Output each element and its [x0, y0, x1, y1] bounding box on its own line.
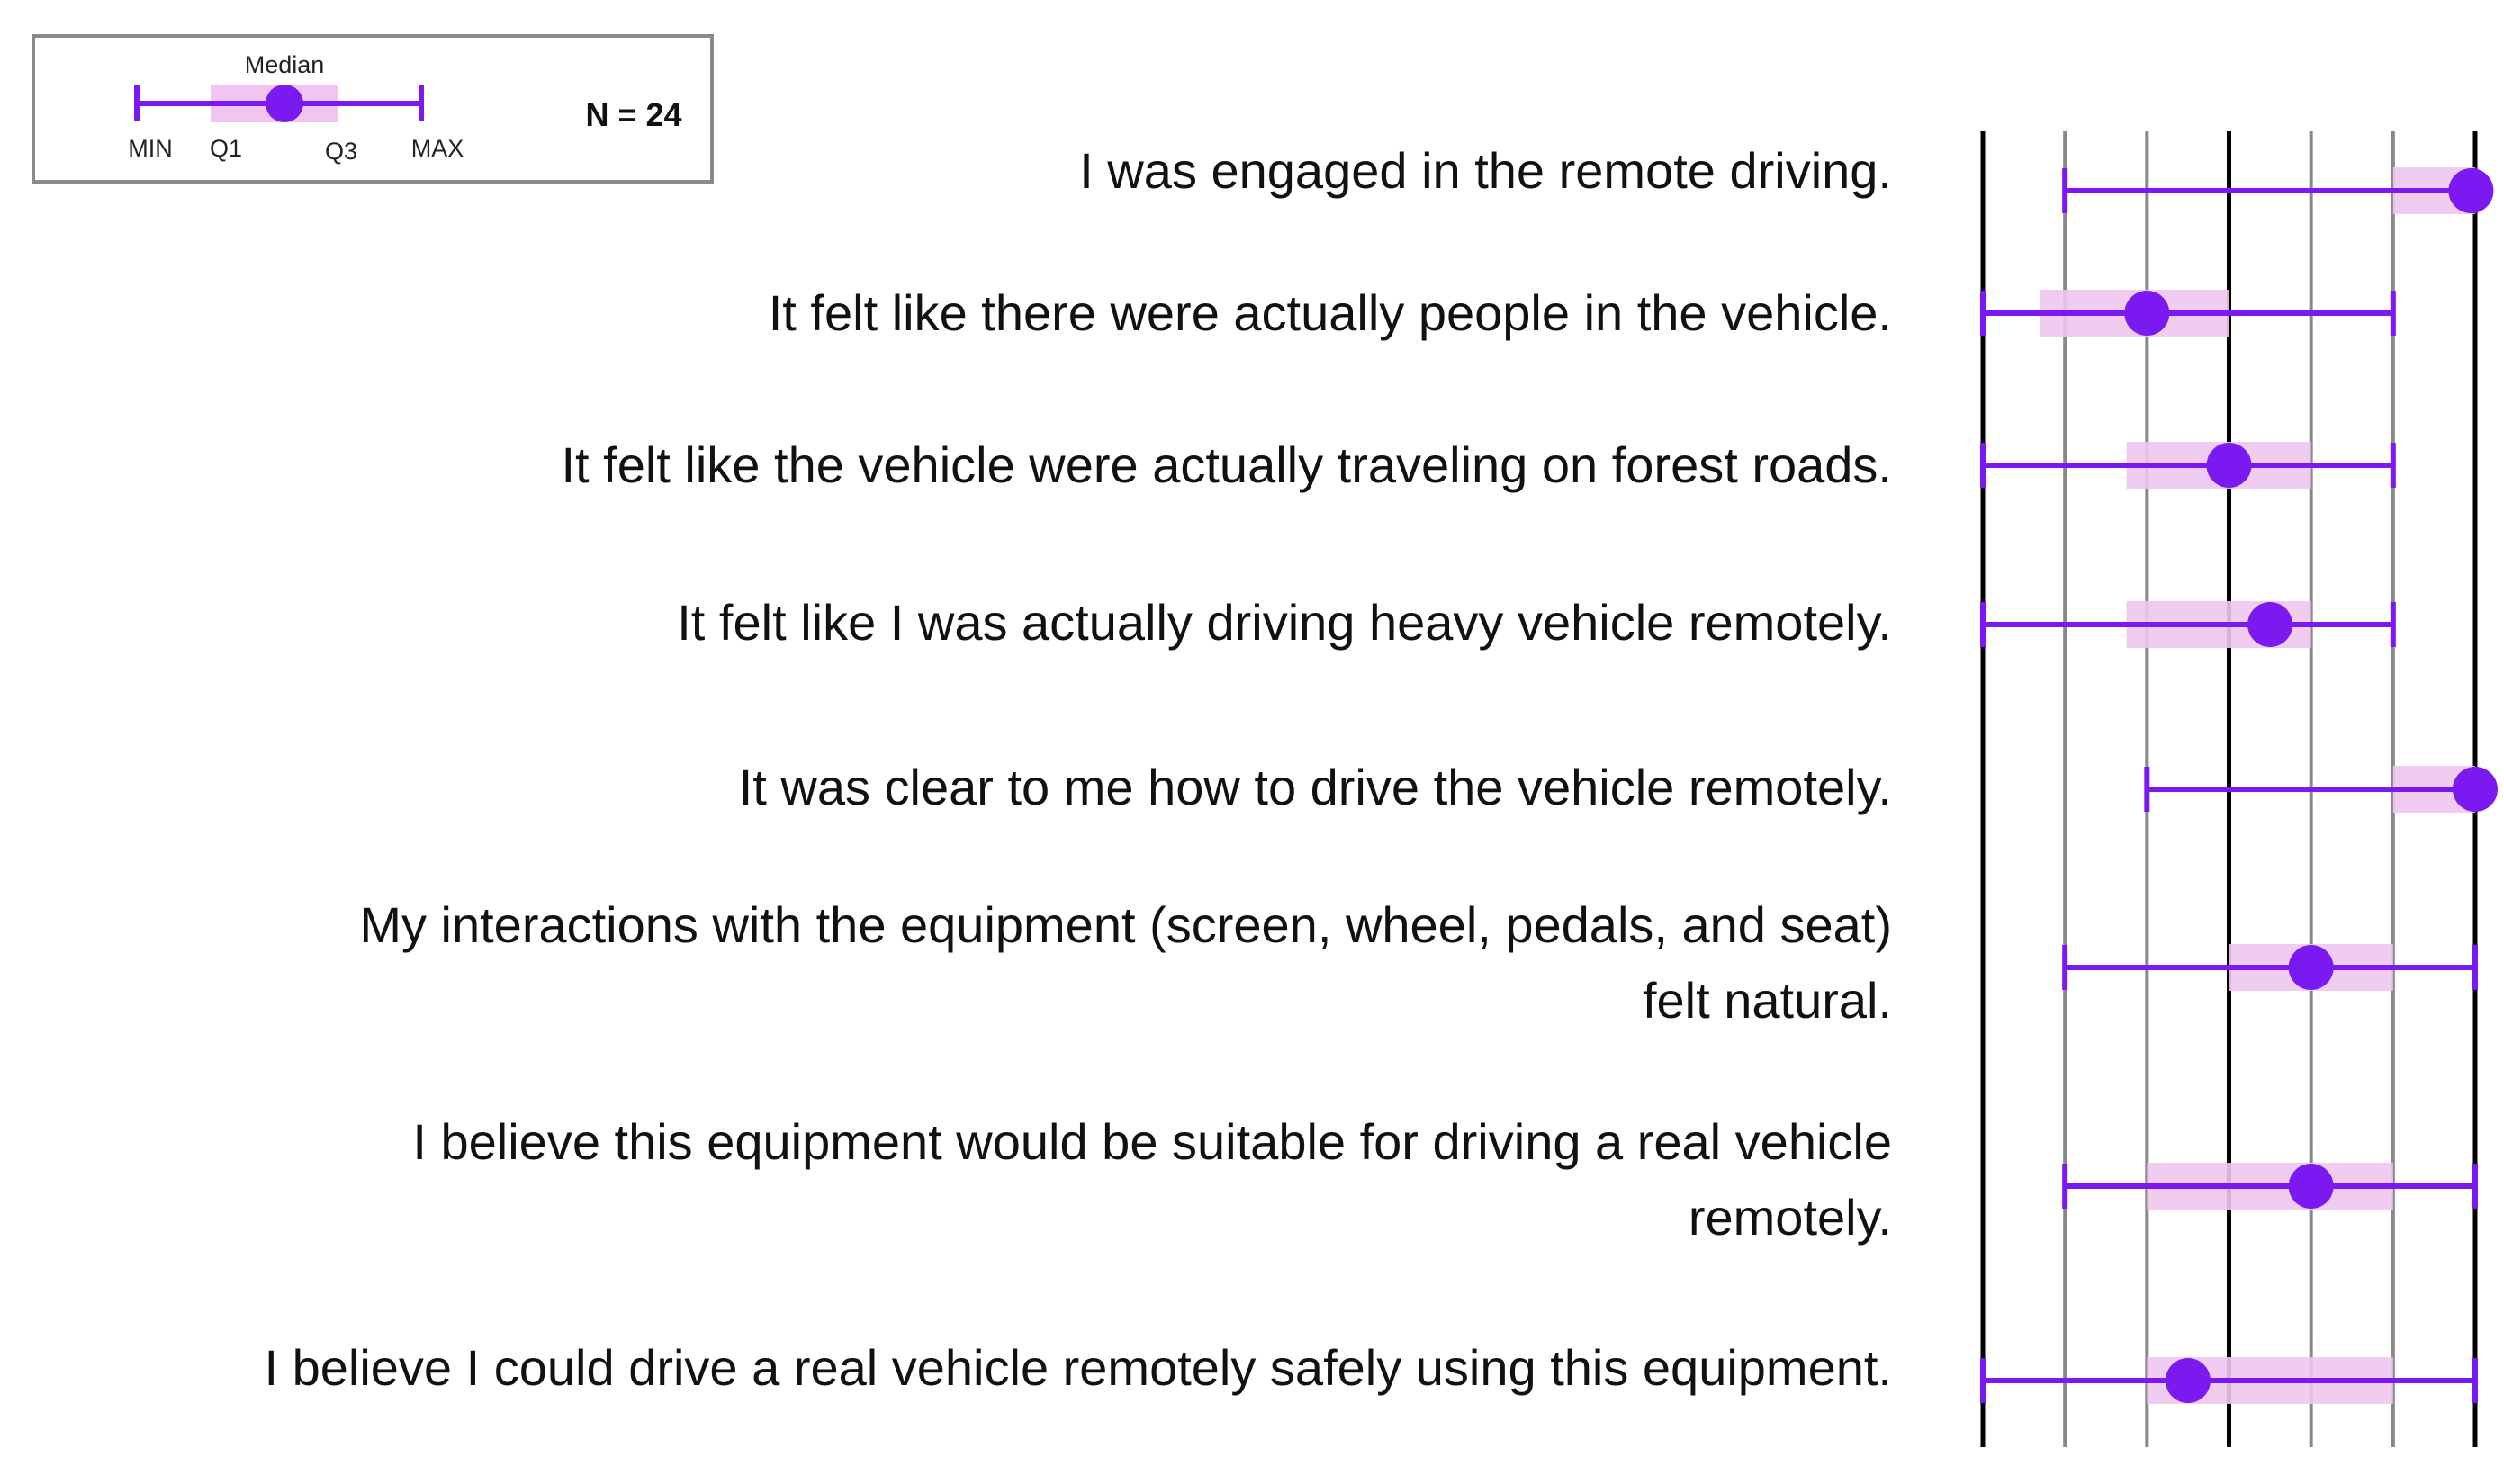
item-1-median-dot: [2448, 168, 2493, 213]
legend-n-label: N = 24: [585, 96, 682, 133]
item-7-box: [2065, 1163, 2475, 1210]
item-3-box: [1983, 442, 2393, 489]
item-label-7-line-1: I believe this equipment would be suitable for driving a real vehicle: [412, 1113, 1892, 1170]
item-4-median-dot: [2247, 602, 2292, 647]
item-5-median-dot: [2453, 767, 2498, 812]
item-6-box: [2065, 944, 2475, 991]
item-7-median-dot: [2289, 1164, 2334, 1209]
item-1-box: [2065, 167, 2493, 214]
item-label-7-line-2: remotely.: [1688, 1189, 1892, 1246]
legend-median-label: Median: [244, 51, 325, 78]
legend-q1-label: Q1: [209, 135, 243, 162]
item-2-box: [1983, 290, 2393, 337]
item-label-3-line-1: It felt like the vehicle were actually traveling on forest roads.: [561, 436, 1892, 493]
item-label-4-line-1: It felt like I was actually driving heavy vehicle remotely.: [677, 594, 1892, 651]
item-label-6-line-2: felt natural.: [1642, 972, 1892, 1029]
item-8-box: [1983, 1357, 2475, 1404]
item-5-box: [2147, 766, 2498, 813]
item-label-1-line-1: I was engaged in the remote driving.: [1079, 142, 1892, 199]
item-label-2-line-1: It felt like there were actually people in the vehicle.: [768, 284, 1892, 341]
item-label-6-line-1: My interactions with the equipment (screen, wheel, pedals, and seat): [359, 896, 1892, 953]
legend-q3-label: Q3: [324, 138, 358, 165]
item-label-8-line-1: I believe I could drive a real vehicle remotely safely using this equipment.: [264, 1339, 1892, 1396]
item-2-median-dot: [2124, 291, 2169, 336]
boxplot-marks: [1983, 167, 2498, 1404]
item-8-median-dot: [2166, 1358, 2211, 1403]
legend-min-label: MIN: [128, 135, 173, 162]
item-4-box: [1983, 601, 2393, 648]
item-label-5-line-1: It was clear to me how to drive the vehicle remotely.: [738, 759, 1892, 815]
item-3-median-dot: [2207, 443, 2252, 488]
item-6-median-dot: [2289, 945, 2334, 990]
legend-max-label: MAX: [410, 135, 464, 162]
